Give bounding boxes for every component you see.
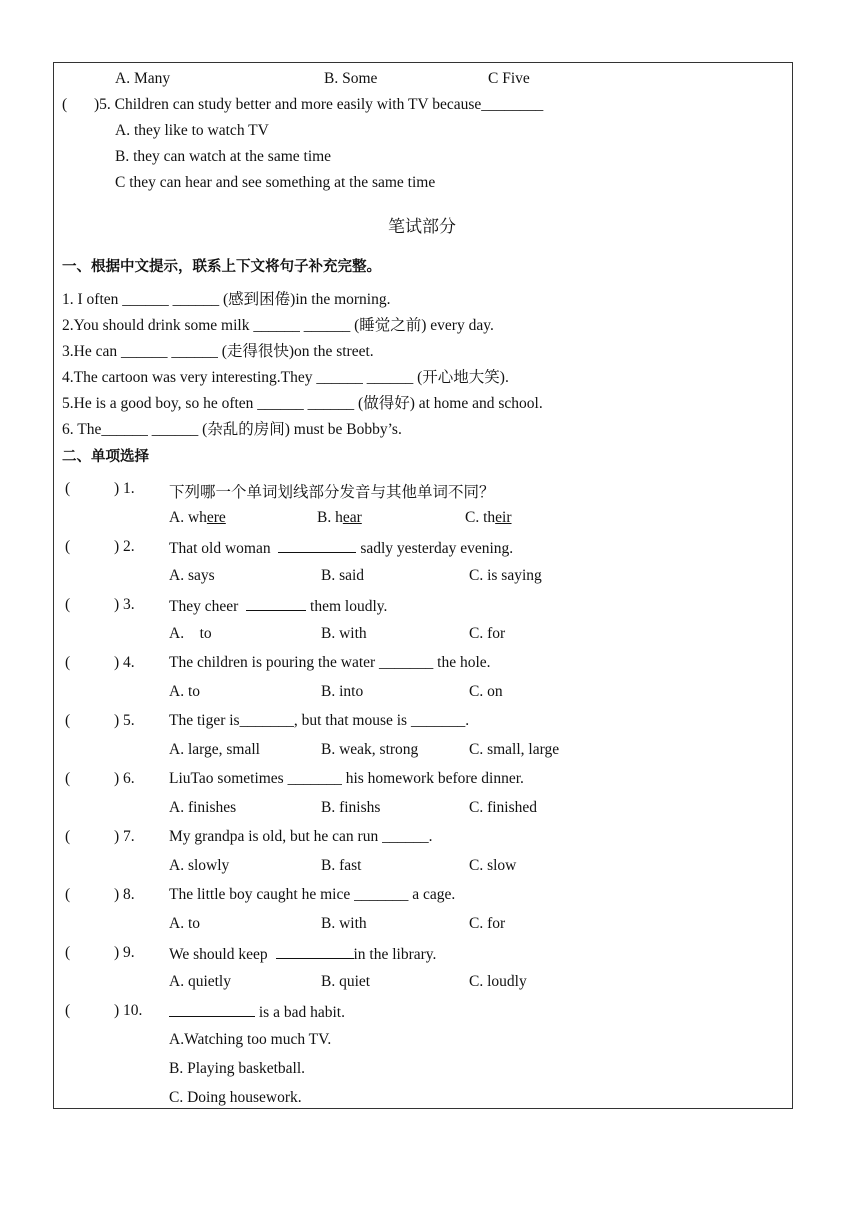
q8-number: ) 8.: [114, 886, 135, 903]
part1-item: 5.He is a good boy, so he often ______ ______ (做得好) at home and school.: [62, 395, 543, 412]
part1-heading: 一、根据中文提示，联系上下文将句子补充完整。: [62, 259, 381, 275]
answer-paren: (: [65, 1002, 71, 1019]
answer-paren: (: [65, 770, 71, 787]
q2-option-c: C. is saying: [469, 567, 542, 584]
q1-option-a: A. where: [169, 509, 226, 526]
q10-option-c: C. Doing housework.: [169, 1089, 302, 1106]
answer-paren: (: [65, 944, 71, 961]
q8-option-b: B. with: [321, 915, 367, 932]
q4-option-b: B. Some: [324, 70, 378, 87]
section-title: 笔试部分: [388, 217, 456, 237]
q10-option-a: A.Watching too much TV.: [169, 1031, 332, 1048]
q10-option-b: B. Playing basketball.: [169, 1060, 306, 1077]
part2-heading: 二、单项选择: [62, 449, 149, 465]
q5-stem: The tiger is_______, but that mouse is _______.: [169, 712, 470, 729]
q1-stem: 下列哪一个单词划线部分发音与其他单词不同？: [169, 484, 495, 501]
q2-stem: That old woman sadly yesterday evening.: [169, 540, 514, 557]
q8-option-c: C. for: [469, 915, 506, 932]
q7-option-a: A. slowly: [169, 857, 230, 874]
q8-option-a: A. to: [169, 915, 200, 932]
part1-item: 2.You should drink some milk ______ ______ (睡觉之前) every day.: [62, 317, 494, 334]
q7-option-b: B. fast: [321, 857, 362, 874]
answer-paren: (: [65, 654, 71, 671]
q7-number: ) 7.: [114, 828, 135, 845]
q6-option-c: C. finished: [469, 799, 538, 816]
q4-number: ) 4.: [114, 654, 135, 671]
q9-number: ) 9.: [114, 944, 135, 961]
q5-option-b: B. weak, strong: [321, 741, 419, 758]
answer-paren: (: [65, 712, 71, 729]
q9-option-b: B. quiet: [321, 973, 371, 990]
part1-item: 4.The cartoon was very interesting.They ______ ______ (开心地大笑).: [62, 369, 509, 386]
q6-stem: LiuTao sometimes _______ his homework before dinner.: [169, 770, 524, 787]
q1-number: ) 1.: [114, 480, 135, 497]
q2-option-b: B. said: [321, 567, 365, 584]
part1-item: 6. The______ ______ (杂乱的房间) must be Bobby’s.: [62, 421, 402, 438]
answer-paren: (: [65, 596, 71, 613]
q10-stem: is a bad habit.: [169, 1002, 345, 1022]
q5-option-b: B. they can watch at the same time: [115, 148, 332, 165]
q4-option-c: C. on: [469, 683, 503, 700]
q2-number: ) 2.: [114, 538, 135, 555]
part1-item: 1. I often ______ ______ (感到困倦)in the morning.: [62, 291, 391, 308]
q3-option-c: C. for: [469, 625, 506, 642]
answer-blank: [278, 538, 356, 553]
q2-option-a: A. says: [169, 567, 215, 584]
q5-option-c: C they can hear and see something at the same time: [115, 174, 436, 191]
q1-option-c: C. their: [465, 509, 512, 526]
q3-option-a: A. to: [169, 625, 212, 642]
q4-option-a: A. Many: [115, 70, 171, 87]
answer-paren: (: [65, 480, 71, 497]
q5-option-a: A. they like to watch TV: [115, 122, 269, 139]
q4-option-c: C Five: [488, 70, 530, 87]
q5-stem: )5. Children can study better and more easily with TV because________: [94, 96, 544, 113]
q6-option-a: A. finishes: [169, 799, 237, 816]
q8-stem: The little boy caught he mice _______ a cage.: [169, 886, 456, 903]
q9-option-a: A. quietly: [169, 973, 231, 990]
answer-paren: (: [65, 828, 71, 845]
q6-option-b: B. finishs: [321, 799, 381, 816]
q4-stem: The children is pouring the water _______ the hole.: [169, 654, 491, 671]
q5-number: ) 5.: [114, 712, 135, 729]
q4-option-b: B. into: [321, 683, 364, 700]
q9-stem: We should keep in the library.: [169, 946, 437, 963]
answer-blank: [276, 944, 354, 959]
part1-item: 3.He can ______ ______ (走得很快)on the street.: [62, 343, 374, 360]
q9-option-c: C. loudly: [469, 973, 527, 990]
q5-option-c: C. small, large: [469, 741, 560, 758]
q5-option-a: A. large, small: [169, 741, 260, 758]
q7-stem: My grandpa is old, but he can run ______.: [169, 828, 433, 845]
q7-option-c: C. slow: [469, 857, 517, 874]
q3-option-b: B. with: [321, 625, 367, 642]
q4-option-a: A. to: [169, 683, 200, 700]
answer-blank: [246, 596, 306, 611]
q3-number: ) 3.: [114, 596, 135, 613]
answer-paren: (: [65, 538, 71, 555]
q1-option-b: B. hear: [317, 509, 362, 526]
q3-stem: They cheer them loudly.: [169, 598, 388, 615]
q10-number: ) 10.: [114, 1002, 143, 1019]
q6-number: ) 6.: [114, 770, 135, 787]
answer-paren: (: [65, 886, 71, 903]
answer-paren: (: [62, 96, 68, 113]
answer-blank: [169, 1002, 255, 1017]
